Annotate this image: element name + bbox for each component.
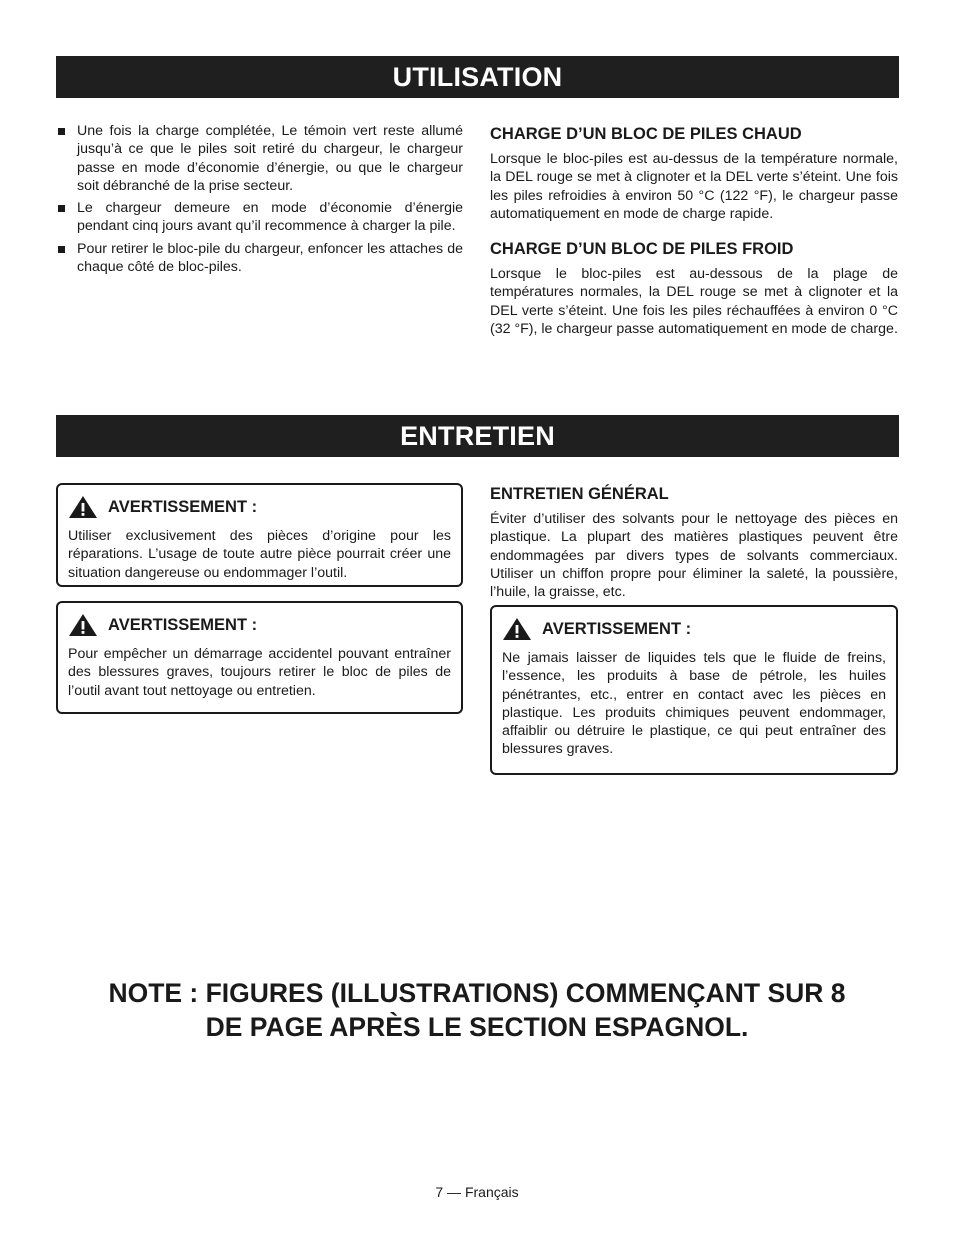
warning-text: Utiliser exclusivement des pièces d’origine pour les réparations. L’usage de toute autre pièce pourrait créer une situation dangereuse ou endommager l’outil. (68, 528, 451, 581)
cold-pack-heading: CHARGE D’UN BLOC DE PILES FROID (490, 240, 794, 259)
warning-title: AVERTISSEMENT : (108, 497, 258, 516)
warning-triangle-icon (502, 617, 532, 641)
cold-pack-text: Lorsque le bloc-piles est au-dessous de la plage de températures normales, la DEL rouge se met à clignoter et la DEL verte s’éteint. Une fois les piles réchauffées à environ 0 °C (32 °F), le chargeur passe automatiquement en mode de charge. (490, 266, 898, 338)
figures-note-line-2: DE PAGE APRÈS LE SECTION ESPAGNOL. (205, 1012, 749, 1042)
warning-box (56, 483, 463, 587)
square-bullet-icon (58, 246, 65, 253)
figures-note-line-1: NOTE : FIGURES (ILLUSTRATIONS) COMMENÇANT SUR 8 (108, 978, 846, 1008)
warning-text: Ne jamais laisser de liquides tels que le fluide de freins, l’essence, les produits à base de pétrole, les huiles pénétrantes, etc., entrer en contact avec les pièces en plastique. Les produits chimiques peuvent endommager, affaiblir ou détruire le plastique, ce qui peut entraîner des blessures graves. (502, 650, 886, 758)
figures-note (60, 976, 894, 1044)
warning-header (68, 613, 451, 637)
square-bullet-icon (58, 205, 65, 212)
general-maintenance-heading: ENTRETIEN GÉNÉRAL (490, 485, 669, 503)
hot-pack-text: Lorsque le bloc-piles est au-dessus de la température normale, la DEL rouge se met à clignoter et la DEL verte s’éteint. Une fois les piles refroidies à environ 50 °C (122 °F), le chargeur passe automatiquement en mode de charge rapide. (490, 151, 898, 222)
general-maintenance-column (490, 484, 898, 601)
warning-header (502, 617, 886, 641)
warning-box (56, 601, 463, 714)
warning-title: AVERTISSEMENT : (108, 615, 258, 634)
bullet-list (57, 122, 463, 276)
warning-title: AVERTISSEMENT : (542, 619, 692, 638)
warning-triangle-icon (68, 495, 98, 519)
entretien-heading: ENTRETIEN (56, 415, 899, 457)
warning-triangle-icon (68, 613, 98, 637)
general-maintenance-text: Éviter d’utiliser des solvants pour le nettoyage des pièces en plastique. La plupart des matières plastiques peuvent être endommagées par divers types de solvants commerciaux. Utiliser un chiffon propre pour éliminer la saleté, la poussière, l’huile, la graisse, etc. (490, 511, 898, 601)
warning-box (490, 605, 898, 775)
square-bullet-icon (58, 128, 65, 135)
page-footer: 7 — Français (435, 1184, 519, 1200)
list-item: Pour retirer le bloc-pile du chargeur, enfoncer les attaches de chaque côté de bloc-piles. (57, 240, 463, 277)
hot-pack-heading: CHARGE D’UN BLOC DE PILES CHAUD (490, 125, 802, 143)
utilisation-bullets-column (57, 122, 463, 280)
warning-header (68, 495, 451, 519)
list-item: Une fois la charge complétée, Le témoin vert reste allumé jusqu’à ce que le piles soit retiré du chargeur, le chargeur passe en mode d’économie d’énergie, ou que le chargeur soit débranché de la prise secteur. (57, 122, 463, 195)
warning-text: Pour empêcher un démarrage accidentel pouvant entraîner des blessures graves, toujours retirer le bloc de piles de l’outil avant tout nettoyage ou entretien. (68, 646, 451, 699)
utilisation-heading: UTILISATION (56, 56, 899, 98)
list-item: Le chargeur demeure en mode d’économie d’énergie pendant cinq jours avant qu’il recommence à charger la pile. (57, 199, 463, 236)
charging-column (490, 124, 898, 338)
